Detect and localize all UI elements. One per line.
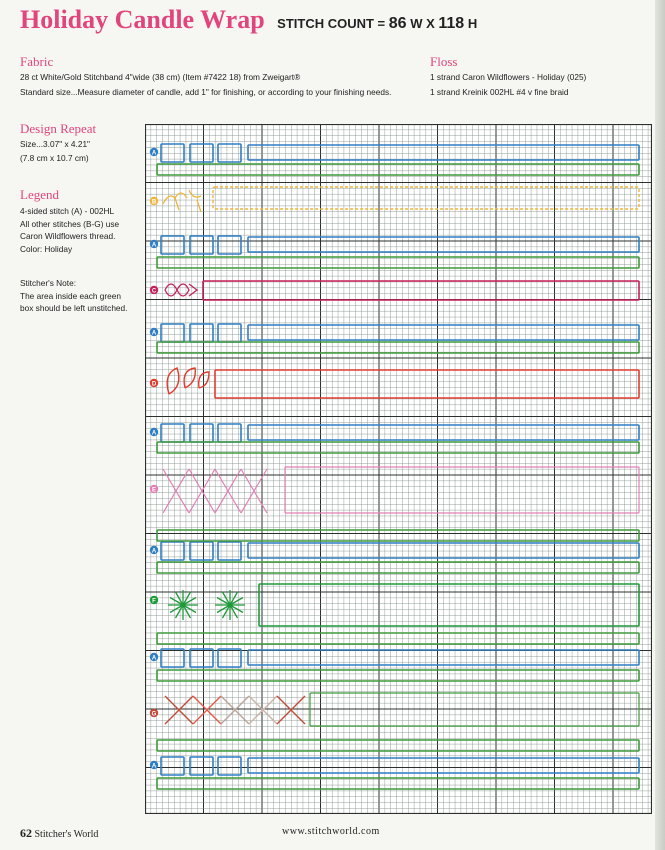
row-badge-letter: A: [151, 330, 157, 337]
row-badge-letter: A: [151, 548, 157, 555]
stitch-count-height: 118: [438, 15, 465, 32]
floss-line-2: 1 strand Kreinik 002HL #4 v fine braid: [430, 87, 569, 97]
stitch-chart: [145, 124, 652, 814]
footer-page: [20, 826, 98, 841]
stitch-count-w: W: [410, 16, 423, 31]
row-badge-letter: A: [151, 763, 157, 770]
row-badge-letter: G: [151, 711, 157, 718]
row-badge-letter: A: [151, 242, 157, 249]
row-badge-letter: B: [151, 199, 157, 206]
magazine-name: Stitcher's World: [34, 829, 99, 840]
footer-url: www.stitchworld.com: [282, 826, 380, 837]
legend-text: [20, 205, 119, 255]
stitchers-note: [20, 277, 127, 315]
design-repeat-heading: Design Repeat: [20, 121, 97, 136]
stitch-count: [277, 16, 477, 31]
fabric-heading: Fabric: [20, 54, 54, 69]
legend-heading: Legend: [20, 187, 59, 202]
row-badge-letter: C: [151, 288, 157, 295]
stitch-count-h: H: [467, 16, 478, 31]
stitch-count-width: 86: [388, 15, 407, 32]
legend-line: 4-sided stitch (A) - 002HL: [20, 206, 115, 216]
legend-line: Caron Wildflowers thread.: [20, 231, 116, 241]
legend-line: Color: Holiday: [20, 243, 73, 254]
title-text: Holiday Candle Wrap: [20, 5, 265, 34]
row-badge-letter: A: [151, 655, 157, 662]
page-title: [20, 5, 477, 35]
note-line: Stitcher's Note:: [20, 278, 76, 288]
legend-line: All other stitches (B-G) use: [20, 218, 120, 229]
page-edge: [655, 0, 665, 850]
note-line: The area inside each green: [20, 290, 122, 301]
row-badge-letter: A: [151, 150, 157, 157]
floss-line-1: 1 strand Caron Wildflowers - Holiday (025): [430, 72, 587, 82]
row-badge-letter: A: [151, 430, 157, 437]
design-repeat-metric: (7.8 cm x 10.7 cm): [20, 153, 89, 163]
fabric-line-2: Standard size...Measure diameter of candle, add 1" for finishing, or according to your finishing needs.: [20, 87, 392, 97]
note-line: box should be left unstitched.: [20, 303, 128, 313]
row-badge-letter: D: [151, 381, 157, 388]
row-badge-letter: E: [151, 487, 157, 494]
floss-heading: Floss: [430, 54, 458, 69]
design-repeat-size: Size...3.07" x 4.21": [20, 139, 91, 149]
page-number: 62: [20, 826, 32, 840]
stitch-count-x: X: [426, 16, 435, 31]
stitch-count-label: STITCH COUNT =: [277, 16, 386, 31]
row-badge-letter: F: [152, 598, 156, 605]
fabric-line-1: 28 ct White/Gold Stitchband 4"wide (38 cm) (Item #7422 18) from Zweigart®: [20, 72, 301, 82]
